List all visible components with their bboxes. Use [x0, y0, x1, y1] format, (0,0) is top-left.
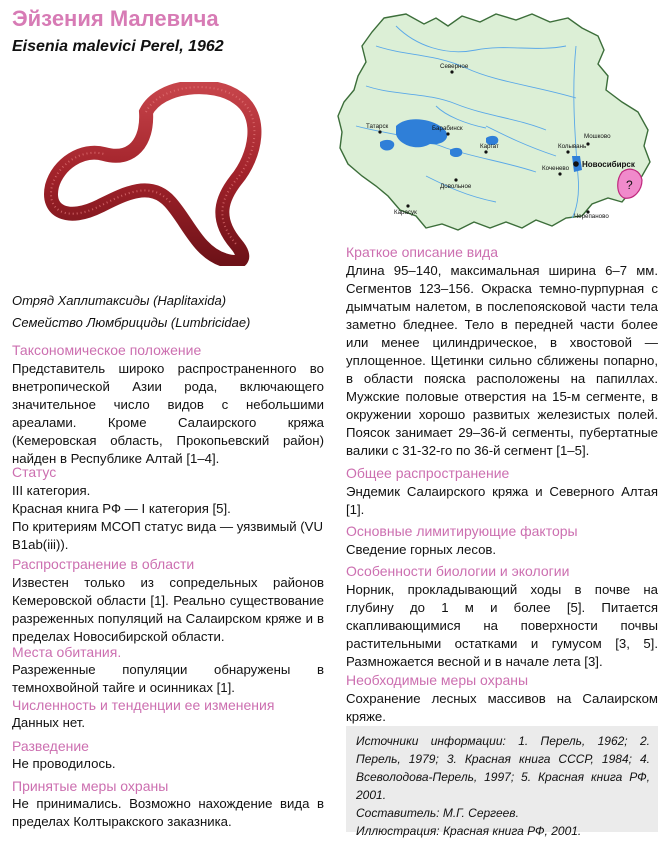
measures-needed-heading: Необходимые меры охраны — [346, 672, 529, 688]
description-heading: Краткое описание вида — [346, 244, 498, 260]
general-distribution-text: Эндемик Салаирского кряжа и Северного Алтая [1]. — [346, 484, 658, 517]
family-line: Семейство Люмбрициды (Lumbricidae) — [12, 315, 251, 330]
sources-box — [346, 726, 658, 838]
region-distribution-heading: Распространение в области — [12, 556, 195, 572]
description-text: Длина 95–140, максимальная ширина 6–7 мм. Сегментов 123–156. Окраска темно-пурпурная с дымчатым налетом, в послепоясковой части тела заметно бледнее. Тело в передней части более или менее цилиндрическое, в хвостовой — уплощенное. Щетинки сильно сближены попарно, в области пояска расположены на папиллах. Мужские половые отверстия на 15-м сегменте, в окружении хорошо развитых железистых полей. Поясок занимает 29–36-й сегменты, пубертатные валики с 31-32-го по 36-й сегмент [1–5]. — [346, 263, 658, 458]
limiting-factors-heading: Основные лимитирующие факторы — [346, 523, 578, 539]
population-heading: Численность и тенденции ее изменения — [12, 697, 275, 713]
taxonomic-text: Представитель широко распространенного во внетропической Азии рода, включающего значительное число видов с небольшими ареалами. Кроме Салаирского кряжа (Кемеровская область, Прокопьевский район) найден в Республике Алтай [1–4]. — [12, 361, 324, 466]
map-land — [338, 14, 650, 230]
map-city-dovolnoe: Довольное — [440, 183, 472, 190]
earthworm-illustration — [38, 82, 270, 266]
habitats-text: Разреженные популяции обнаружены в темнохвойной тайге и осинниках [1]. — [12, 662, 324, 695]
habitats-heading: Места обитания. — [12, 644, 122, 660]
map-city-tatarsk: Татарск — [366, 123, 389, 130]
map-city-novosibirsk: Новосибирск — [582, 160, 635, 169]
map-city-kargat: Каргат — [480, 143, 499, 150]
map-city-kochenevo: Коченево — [542, 165, 570, 172]
sources-references: Источники информации: 1. Перель, 1962; 2. Перель, 1979; 3. Красная книга СССР, 1984; 4. Всеволодова-Перель, 1997; 5. Красная книга РФ, 2001. — [356, 734, 650, 802]
status-line-2: Красная книга РФ — I категория [5]. — [12, 501, 231, 516]
map-city-cherepanovo: Черепаново — [574, 213, 609, 220]
status-heading: Статус — [12, 464, 57, 480]
order-line: Отряд Хаплитаксиды (Haplitaxida) — [12, 293, 227, 308]
population-text: Данных нет. — [12, 715, 85, 730]
taxonomic-heading: Таксономическое положение — [12, 342, 202, 358]
map-city-karasuk: Карасук — [394, 209, 417, 216]
limiting-factors-text: Сведение горных лесов. — [346, 542, 497, 557]
breeding-text: Не проводилось. — [12, 756, 116, 771]
region-distribution-text: Известен только из сопредельных районов Кемеровской области [1]. Реально существование разреженных популяций на Салаирском кряже и в пределах Новосибирской области. — [12, 575, 324, 644]
species-title: Эйзения Малевича — [12, 6, 219, 31]
lake-small-2 — [450, 148, 462, 157]
measures-taken-heading: Принятые меры охраны — [12, 778, 169, 794]
measures-taken-text: Не принимались. Возможно нахождение вида в пределах Колтыракского заказника. — [12, 796, 324, 829]
latin-name: Eisenia malevici Perel, 1962 — [12, 38, 224, 55]
map-city-kolyvan: Колывань — [558, 143, 587, 150]
biology-heading: Особенности биологии и экологии — [346, 563, 570, 579]
sources-compiler: Составитель: М.Г. Сергеев. — [356, 806, 519, 820]
sources-illustration: Иллюстрация: Красная книга РФ, 2001. — [356, 824, 582, 838]
map-city-severnoe: Северное — [440, 63, 469, 70]
status-line-3: По критериям МСОП статус вида — уязвимый (VU B1ab(iii)). — [12, 519, 323, 552]
breeding-heading: Разведение — [12, 738, 89, 754]
worm-body — [51, 87, 254, 262]
biology-text: Норник, прокладывающий ходы в почве на глубину до 1 м и более [5]. Питается скапливающимися на поверхности почвы растительными остатками и гумусом [3, 5]. Размножается весной и в начале лета [3]. — [346, 582, 658, 669]
measures-needed-text: Сохранение лесных массивов на Салаирском кряже. — [346, 691, 658, 724]
status-line-1: III категория. — [12, 483, 91, 498]
range-marker-question: ? — [626, 178, 633, 192]
map-city-moshkovo: Мошково — [584, 133, 611, 140]
map-city-barabinsk: Барабинск — [432, 125, 463, 132]
general-distribution-heading: Общее распространение — [346, 465, 510, 481]
region-map — [336, 6, 658, 238]
